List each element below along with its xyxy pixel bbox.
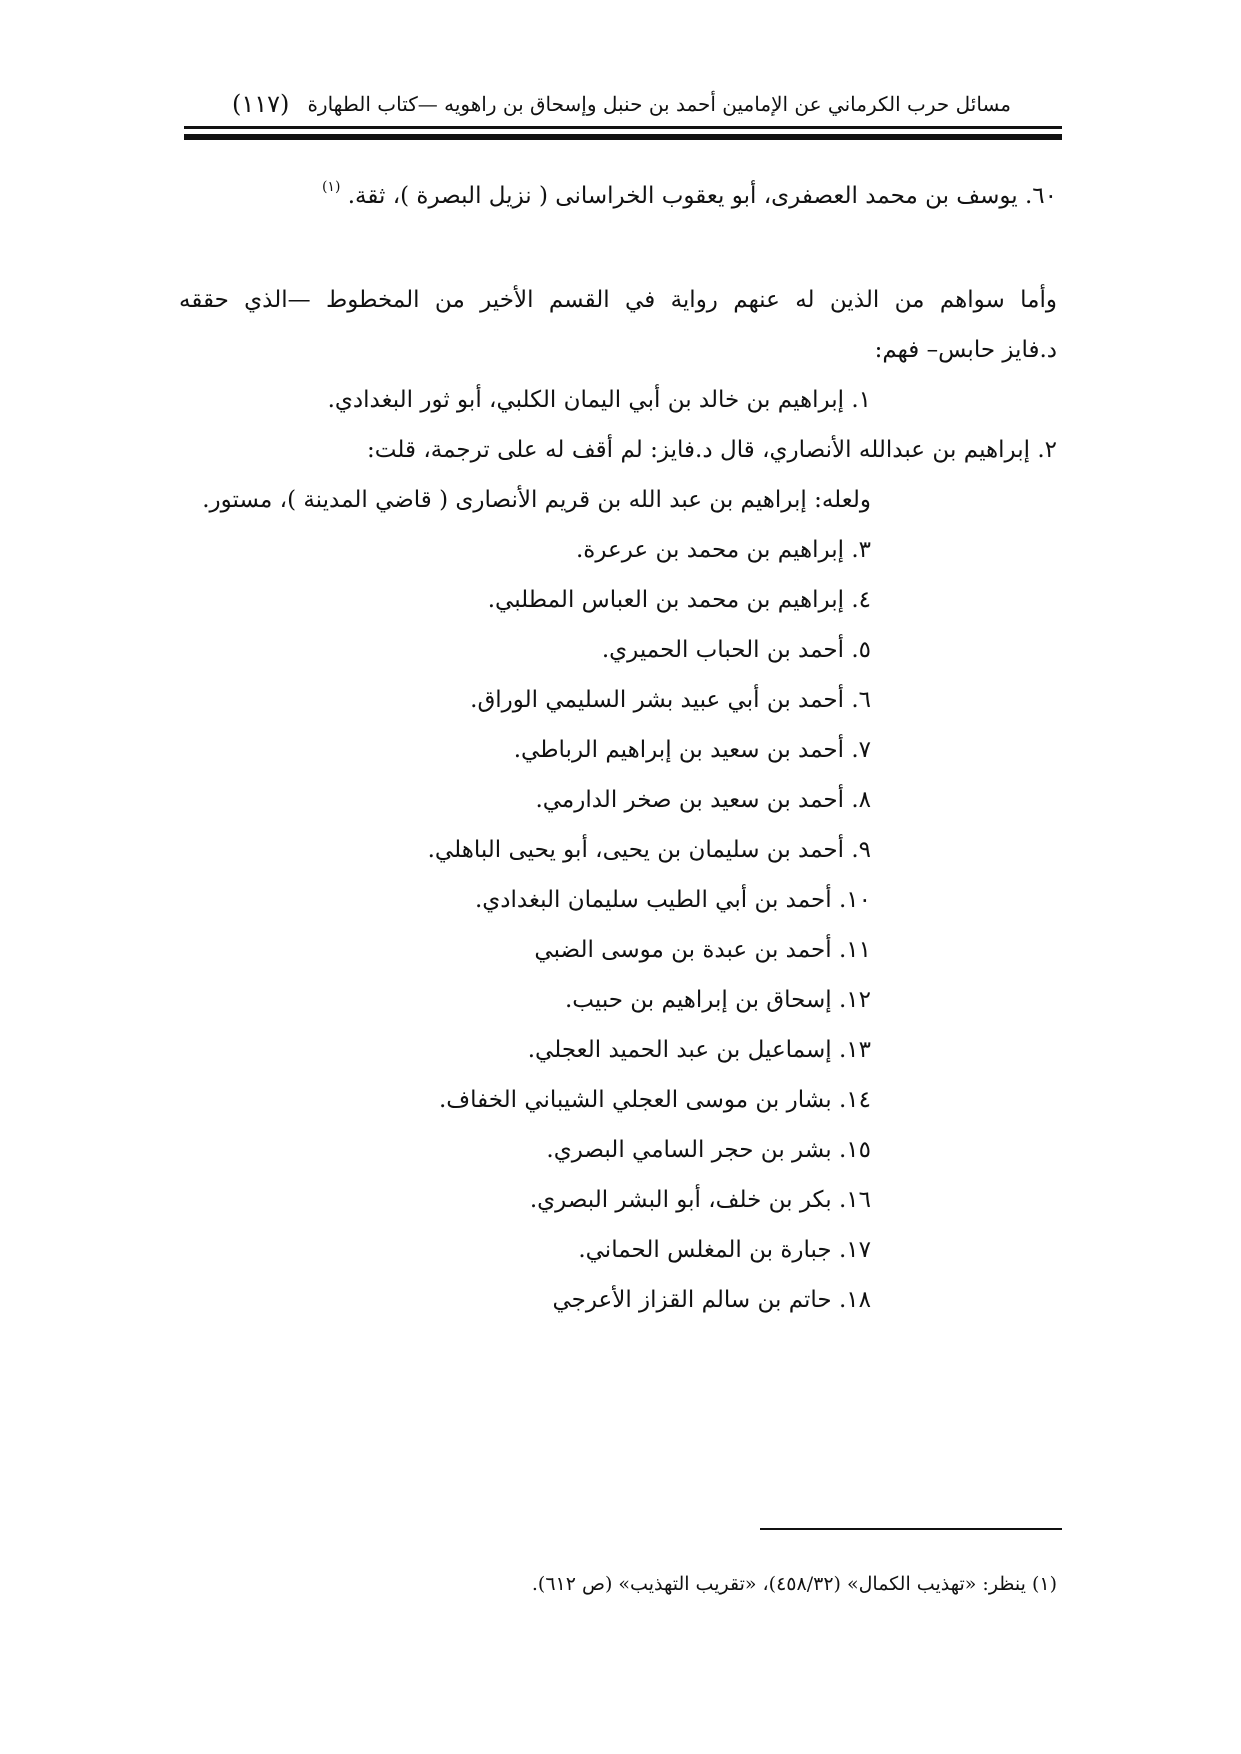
list-item-text: حاتم بن سالم القزاز الأعرجي [552,1287,832,1313]
list-item-number: ١٨. [831,1287,871,1313]
list-item-number: ٣. [844,537,871,563]
header-rule-thick [184,134,1062,140]
list-item-number: ١٠. [831,887,871,913]
list-item-text: إبراهيم بن عبدالله الأنصاري، قال د.فايز: لم أقف له على ترجمة، قلت: [367,437,1031,463]
list-item-9 [428,830,871,870]
list-item-number: ٥. [844,637,871,663]
list-item-17 [578,1230,871,1270]
list-item-text: بكر بن خلف، أبو البشر البصري. [529,1187,832,1213]
running-header-title: مسائل حرب الكرماني عن الإمامين أحمد بن حنبل وإسحاق بن راهويه —كتاب الطهارة [307,92,1011,116]
list-item-8 [535,780,871,820]
list-item-4 [488,580,871,620]
footnote-reference: (١) [321,179,341,195]
list-item-text: إبراهيم بن محمد بن العباس المطلبي. [487,587,845,613]
list-item-18 [552,1280,871,1320]
list-item-number: ٤. [844,587,871,613]
list-item-number: ١٢. [831,987,871,1013]
list-item-6 [470,680,871,720]
list-item-15 [546,1130,871,1170]
list-item-number: ١. [844,387,871,413]
list-item-text: أحمد بن سليمان بن يحيى، أبو يحيى الباهلي. [427,837,845,863]
list-item-14 [439,1080,871,1120]
list-item-number: ١٧. [831,1237,871,1263]
list-item-text: بشار بن موسى العجلي الشيباني الخفاف. [438,1087,832,1113]
list-item-text: أحمد بن سعيد بن صخر الدارمي. [535,787,845,813]
list-item-12 [565,980,871,1020]
intro-line-2: د.فايز حابس– فهم: [874,337,1057,363]
header-rule-thin [184,126,1062,129]
list-item-number: ٨. [844,787,871,813]
page-number: (١١٧) [232,90,290,118]
list-item-number: ١٦. [831,1187,871,1213]
list-item-text: إبراهيم بن محمد بن عرعرة. [575,537,845,563]
list-item-number: ١٣. [831,1037,871,1063]
list-item-text: بشر بن حجر السامي البصري. [546,1137,832,1163]
list-item-number: ١٤. [831,1087,871,1113]
list-item-text: جبارة بن المغلس الحماني. [578,1237,832,1263]
list-item-1 [328,380,871,420]
list-item-text: إبراهيم بن خالد بن أبي اليمان الكلبي، أبو ثور البغدادي. [327,387,845,413]
list-item-16 [530,1180,871,1220]
list-item-text: أحمد بن الحباب الحميري. [601,637,845,663]
list-item-number: ١٥. [831,1137,871,1163]
list-item-text: إسماعيل بن عبد الحميد العجلي. [527,1037,832,1063]
list-item-number: ٢. [1030,437,1057,463]
list-item-text: أحمد بن سعيد بن إبراهيم الرباطي. [513,737,845,763]
list-item-10 [475,880,871,920]
list-item-7 [514,730,871,770]
list-item-text: أحمد بن أبي عبيد بشر السليمي الوراق. [470,687,845,713]
list-item-2 [367,430,1057,470]
entry-60-text: ٦٠. يوسف بن محمد العصفرى، أبو يعقوب الخراسانى ( نزيل البصرة )، ثقة. [347,183,1057,209]
list-item-3 [576,530,871,570]
intro-line-1: وأما سواهم من الذين له عنهم رواية في القسم الأخير من المخطوط —الذي حققه [179,287,1057,313]
entry-60 [179,176,1057,219]
list-item-continuation: ولعله: إبراهيم بن عبد الله بن قريم الأنصارى ( قاضي المدينة )، مستور. [202,487,871,513]
list-item-number: ٧. [844,737,871,763]
list-item-text: أحمد بن عبدة بن موسى الضبي [534,937,832,963]
list-item-number: ٩. [844,837,871,863]
list-item-11 [534,930,871,970]
footnote-1: (١) ينظر: «تهذيب الكمال» (٤٥٨/٣٢)، «تقريب التهذيب» (ص ٦١٢). [531,1573,1057,1595]
list-item-number: ٦. [844,687,871,713]
list-item-text: أحمد بن أبي الطيب سليمان البغدادي. [474,887,832,913]
list-item-number: ١١. [831,937,871,963]
footnote-separator [760,1528,1062,1530]
list-item-text: إسحاق بن إبراهيم بن حبيب. [564,987,832,1013]
list-item-13 [528,1030,871,1070]
list-item-5 [602,630,871,670]
